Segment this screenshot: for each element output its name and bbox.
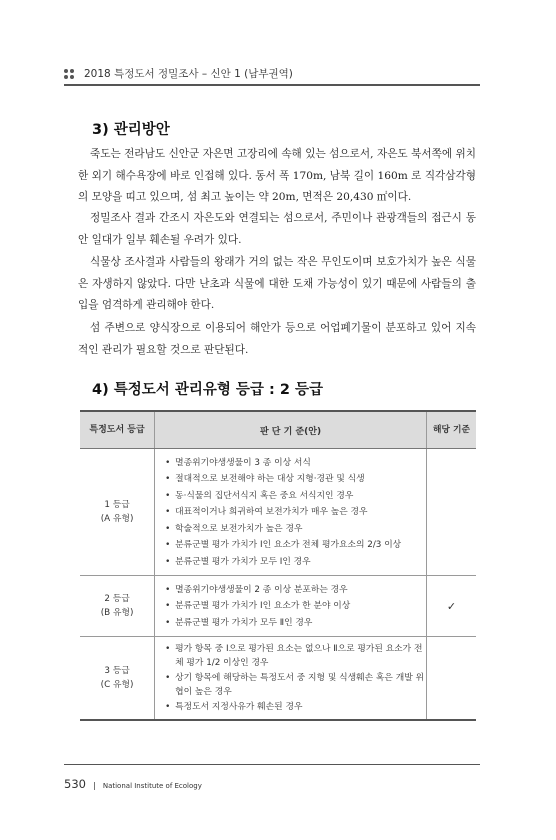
section-3-heading: 3) 관리방안 [92, 122, 170, 138]
criterion-item: • 동·식물의 집단서식지 혹은 중요 서식지인 경우 [165, 489, 426, 503]
criterion-item: • 분류군별 평가 가치가 모두 Ⅰ인 경우 [165, 555, 426, 569]
header-criteria: 판 단 기 준(안) [155, 411, 427, 449]
criterion-item: • 멸종위기야생생물이 3 종 이상 서식 [165, 456, 426, 470]
footer-rule [64, 764, 480, 765]
criterion-item: • 학술적으로 보전가치가 높은 경우 [165, 522, 426, 536]
grade-label: 1 등급 [104, 500, 130, 510]
page-footer [64, 773, 202, 792]
grade-type: (A 유형) [100, 514, 134, 524]
paragraph-2: 정밀조사 결과 간조시 자은도와 연결되는 섬으로서, 주민이나 관광객들의 접근시 동안 일대가 일부 훼손될 우려가 있다. [78, 212, 476, 246]
criterion-item: • 분류군별 평가 가치가 Ⅰ인 요소가 한 분야 이상 [165, 599, 426, 613]
criterion-item: • 대표적이거나 희귀하여 보전가치가 매우 높은 경우 [165, 505, 426, 519]
criterion-item: • 평가 항목 중 Ⅰ으로 평가된 요소는 없으나 Ⅱ으로 평가된 요소가 전체 평가 1/2 이상인 경우 [165, 642, 426, 670]
table-header-row [80, 411, 476, 449]
table-row [80, 576, 476, 637]
paragraph-4: 섬 주변으로 양식장으로 이용되어 해안가 등으로 어업폐기물이 분포하고 있어 지속적인 관리가 필요할 것으로 판단된다. [78, 322, 476, 356]
criterion-item: • 분류군별 평가 가치가 Ⅰ인 요소가 전체 평가요소의 2/3 이상 [165, 538, 426, 552]
section-4-heading: 4) 특정도서 관리유형 등급 : 2 등급 [92, 382, 323, 398]
table-row [80, 449, 476, 576]
criterion-item: • 특정도서 지정사유가 훼손된 경우 [165, 700, 426, 714]
applicable-cell [426, 637, 476, 721]
running-header [64, 62, 480, 88]
criterion-item: • 멸종위기야생생물이 2 종 이상 분포하는 경우 [165, 583, 426, 597]
grade-type: (C 유형) [100, 680, 134, 690]
grade-cell [80, 637, 155, 721]
paragraph-1: 죽도는 전라남도 신안군 자은면 고장리에 속해 있는 섬으로서, 자은도 북서쪽에 위치한 외기 해수욕장에 바로 인접해 있다. 동서 폭 170m, 남북 길이 160m 로 직각삼각형의 모양을 띠고 있으며, 섬 최고 높이는 약 20m, 면적은 20,430 ㎡이다. [78, 148, 476, 204]
applicable-cell [426, 449, 476, 576]
grade-table [80, 410, 476, 721]
header-grade: 특정도서 등급 [80, 411, 155, 449]
page-number: 530 [64, 777, 86, 791]
grade-label: 3 등급 [104, 666, 130, 676]
grade-cell [80, 449, 155, 576]
applicable-check-icon: ✓ [426, 576, 476, 637]
header-dots-icon [64, 69, 78, 81]
grade-label: 2 등급 [104, 594, 130, 604]
footer-separator: | [93, 781, 96, 790]
footer-institute: National Institute of Ecology [102, 782, 202, 790]
paragraph-3: 식물상 조사결과 사람들의 왕래가 거의 없는 작은 무인도이며 보호가치가 높은 식물은 자생하지 않았다. 다만 난초과 식물에 대한 도채 가능성이 있기 때문에 사람들의 출입을 엄격하게 관리해야 한다. [78, 256, 476, 312]
header-applicable: 해당 기준 [426, 411, 476, 449]
criterion-item: • 분류군별 평가 가치가 모두 Ⅱ인 경우 [165, 616, 426, 630]
header-title: 2018 특정도서 정밀조사 – 신안 1 (남부권역) [84, 68, 293, 80]
grade-type: (B 유형) [100, 608, 134, 618]
criterion-item: • 상기 항목에 해당하는 특정도서 중 지형 및 식생훼손 혹은 개발 위협이 높은 경우 [165, 671, 426, 699]
header-rule [64, 84, 480, 86]
table-row [80, 637, 476, 721]
criterion-item: • 절대적으로 보전해야 하는 대상 지형·경관 및 식생 [165, 472, 426, 486]
criteria-cell [155, 637, 427, 721]
criteria-cell [155, 449, 427, 576]
grade-cell [80, 576, 155, 637]
criteria-cell [155, 576, 427, 637]
